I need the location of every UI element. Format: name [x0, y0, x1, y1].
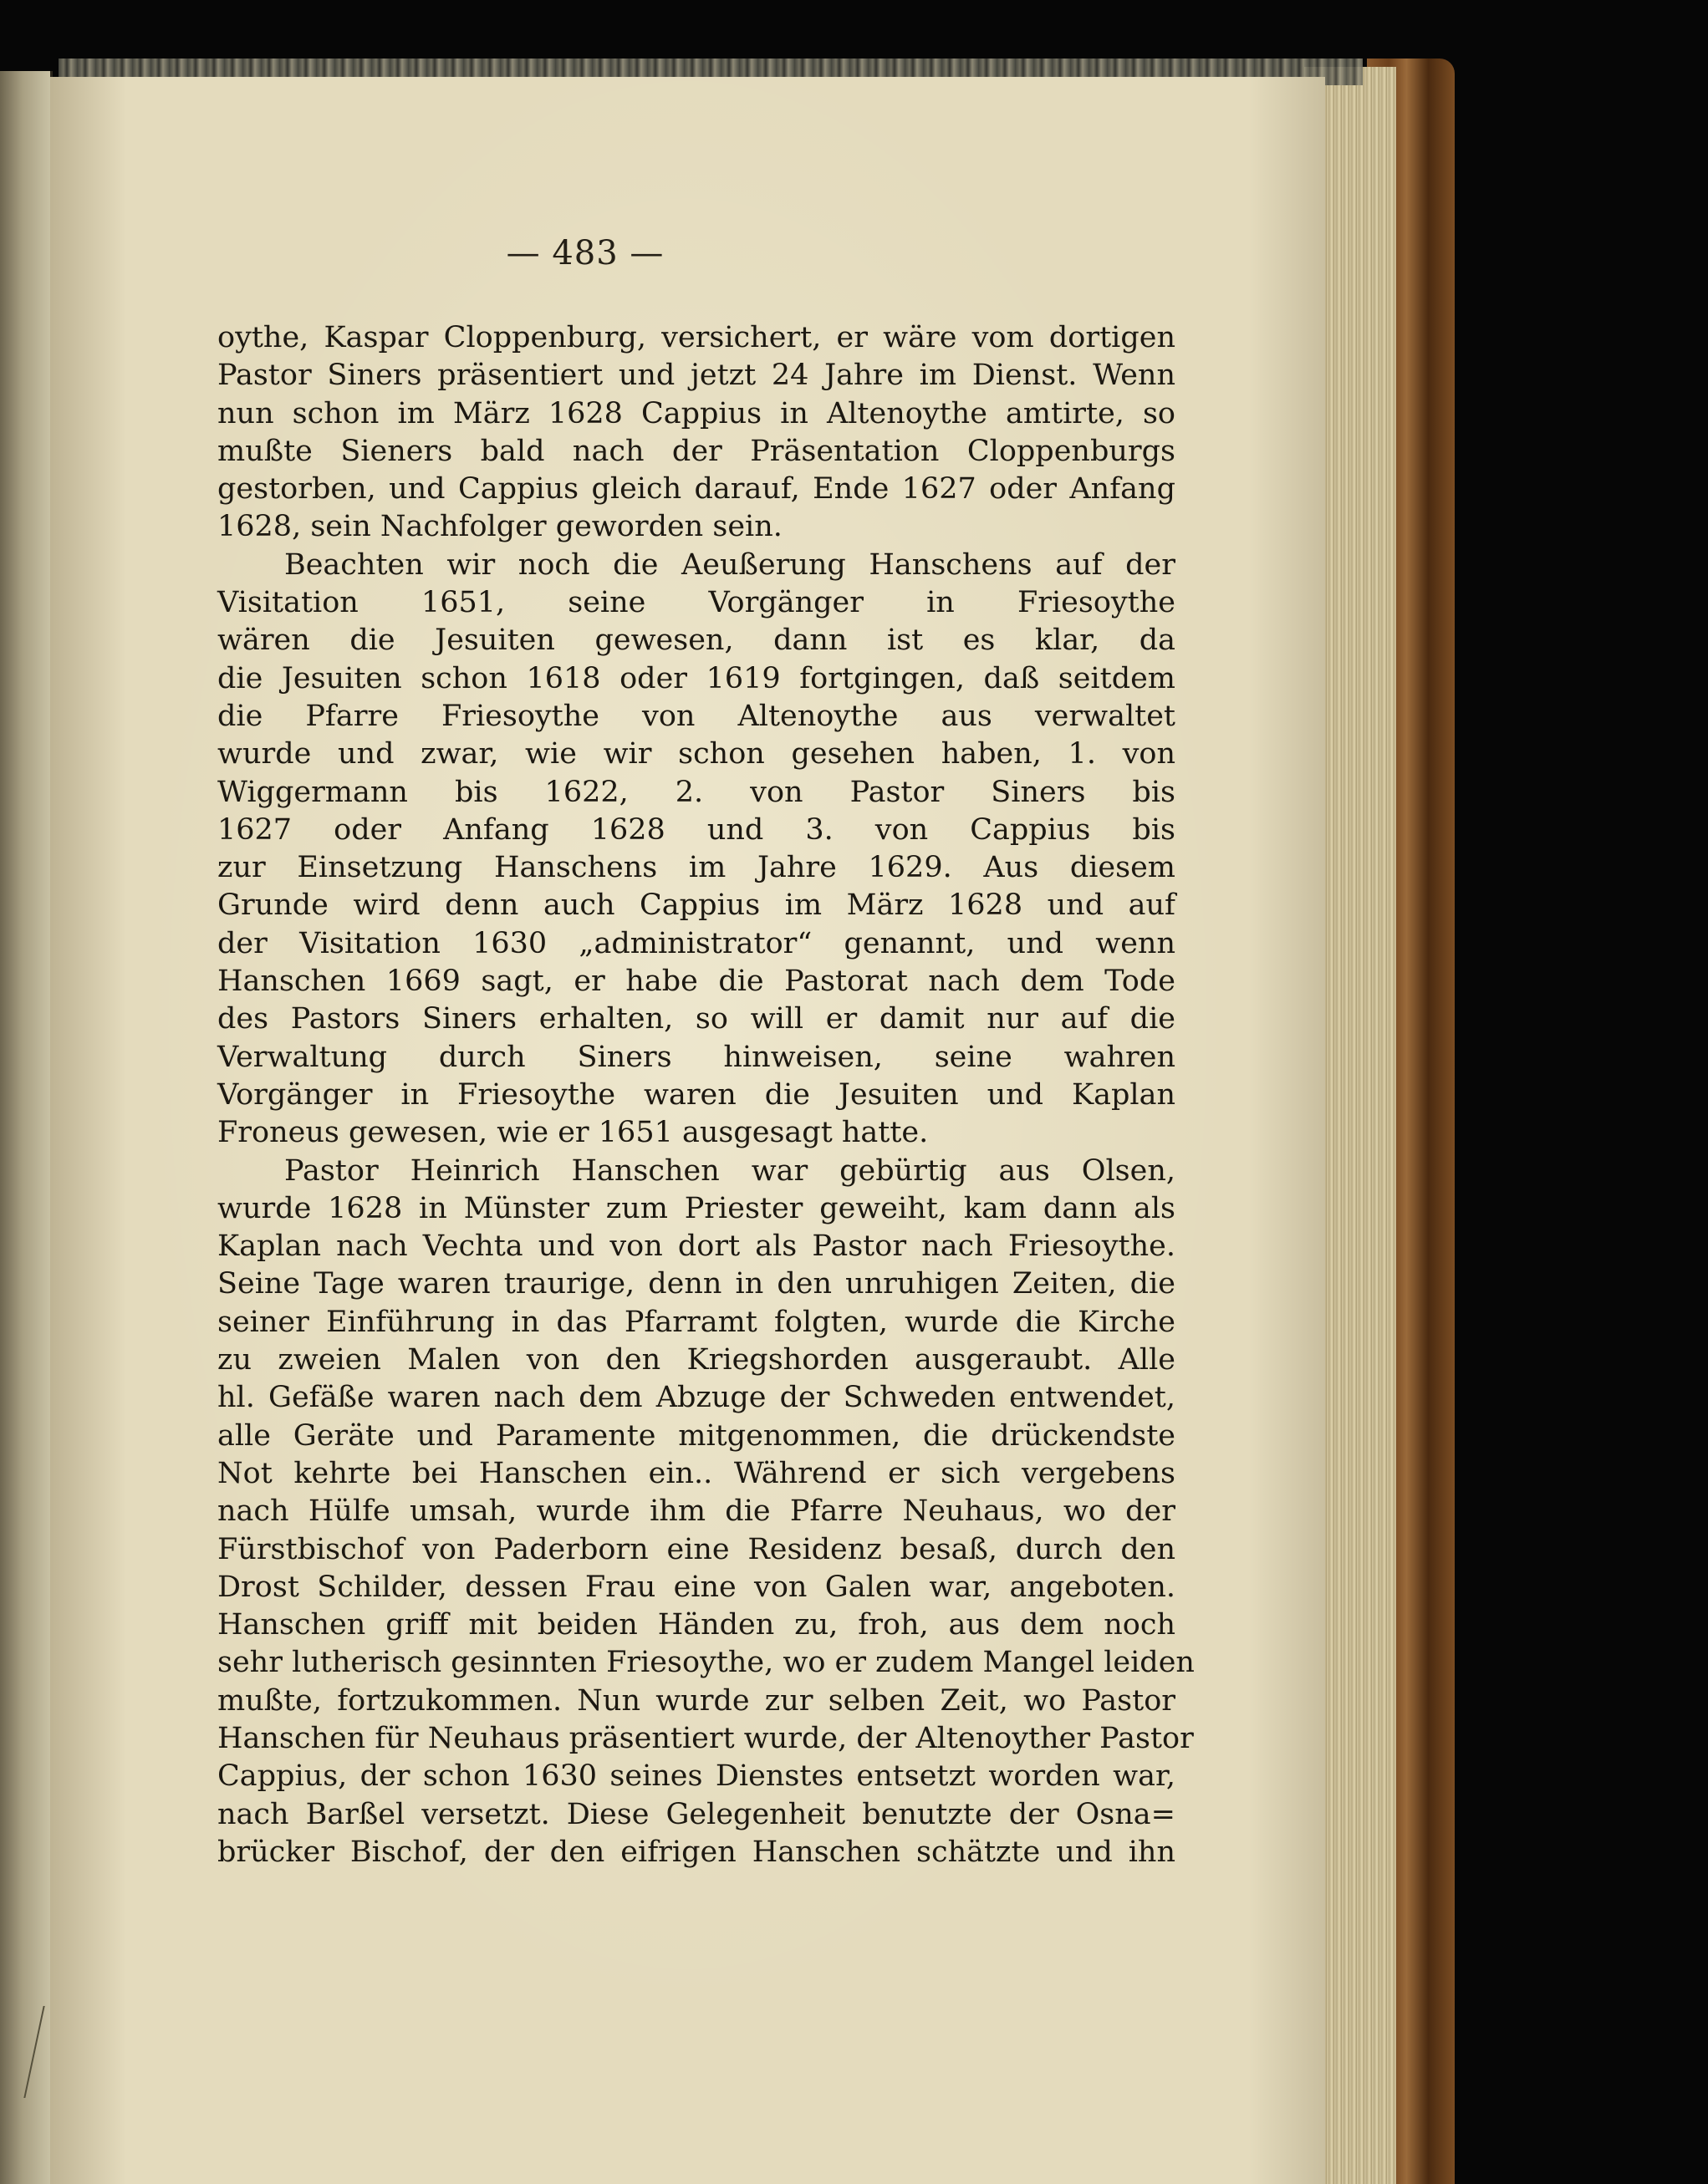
text-line: nun schon im März 1628 Cappius in Altenoythe amtirte, so: [217, 396, 1175, 430]
text-line: gestorben, und Cappius gleich darauf, Ende 1627 oder Anfang: [217, 472, 1175, 507]
text-line: Hanschen für Neuhaus präsentiert wurde, der Altenoyther Pastor: [217, 1721, 1194, 1755]
text-line: Drost Schilder, dessen Frau eine von Galen war, angeboten.: [217, 1570, 1175, 1604]
text-line: mußte Sieners bald nach der Präsentation Cloppenburgs: [217, 434, 1175, 468]
text-line: die Jesuiten schon 1618 oder 1619 fortgingen, daß seitdem: [217, 661, 1175, 695]
text-line: Verwaltung durch Siners hinweisen, seine wahren: [217, 1040, 1175, 1074]
text-line: wurde und zwar, wie wir schon gesehen haben, 1. von: [217, 737, 1175, 771]
previous-page-edge: [0, 71, 53, 2184]
text-line: oythe, Kaspar Cloppenburg, versichert, er wäre vom dortigen: [217, 321, 1175, 354]
text-line: wurde 1628 in Münster zum Priester geweiht, kam dann als: [217, 1191, 1175, 1225]
text-line: 1627 oder Anfang 1628 und 3. von Cappius bis: [217, 812, 1175, 847]
text-line: Pastor Heinrich Hanschen war gebürtig aus Olsen,: [284, 1153, 1175, 1188]
text-line: Seine Tage waren traurige, denn in den unruhigen Zeiten, die: [217, 1267, 1175, 1301]
text-line: sehr lutherisch gesinnten Friesoythe, wo er zudem Mangel leiden: [217, 1646, 1195, 1680]
text-line: nach Hülfe umsah, wurde ihm die Pfarre Neuhaus, wo der: [217, 1494, 1175, 1529]
text-line: Froneus gewesen, wie er 1651 ausgesagt hatte.: [217, 1116, 929, 1150]
text-line: hl. Gefäße waren nach dem Abzuge der Schweden entwendet,: [217, 1381, 1175, 1415]
text-line: Cappius, der schon 1630 seines Dienstes entsetzt worden war,: [217, 1759, 1175, 1794]
body-text: [217, 319, 1195, 1871]
text-line: alle Geräte und Paramente mitgenommen, die drückendste: [217, 1418, 1175, 1453]
text-line: Kaplan nach Vechta und von dort als Pastor nach Friesoythe.: [217, 1229, 1175, 1264]
text-line: Fürstbischof von Paderborn eine Residenz besaß, durch den: [217, 1532, 1175, 1566]
text-line: zu zweien Malen von den Kriegshorden ausgeraubt. Alle: [217, 1343, 1175, 1377]
text-line: Grunde wird denn auch Cappius im März 1628 und auf: [217, 888, 1175, 923]
text-line: der Visitation 1630 „administrator“ genannt, und wenn: [217, 926, 1175, 960]
text-line: die Pfarre Friesoythe von Altenoythe aus verwaltet: [217, 699, 1175, 733]
book-page: [50, 77, 1325, 2184]
text-line: 1628, sein Nachfolger geworden sein.: [217, 510, 783, 544]
text-line: Vorgänger in Friesoythe waren die Jesuiten und Kaplan: [217, 1077, 1175, 1112]
page-number: — 483 —: [506, 234, 665, 272]
text-line: mußte, fortzukommen. Nun wurde zur selben Zeit, wo Pastor: [217, 1683, 1175, 1718]
text-line: Pastor Siners präsentiert und jetzt 24 Jahre im Dienst. Wenn: [217, 359, 1175, 393]
text-line: zur Einsetzung Hanschens im Jahre 1629. Aus diesem: [217, 851, 1175, 885]
text-line: Not kehrte bei Hanschen ein.. Während er sich vergebens: [217, 1456, 1175, 1490]
text-line: brücker Bischof, der den eifrigen Hanschen schätzte und ihn: [217, 1835, 1175, 1869]
text-line: wären die Jesuiten gewesen, dann ist es klar, da: [217, 624, 1175, 658]
text-line: Hanschen 1669 sagt, er habe die Pastorat nach dem Tode: [217, 965, 1175, 999]
text-line: Wiggermann bis 1622, 2. von Pastor Siners bis: [217, 775, 1175, 809]
text-line: des Pastors Siners erhalten, so will er damit nur auf die: [217, 1002, 1175, 1036]
text-line: Beachten wir noch die Aeußerung Hanschens auf der: [284, 547, 1175, 582]
text-line: nach Barßel versetzt. Diese Gelegenheit benutzte der Osna=: [217, 1797, 1175, 1831]
text-line: seiner Einführung in das Pfarramt folgten, wurde die Kirche: [217, 1305, 1175, 1339]
text-line: Visitation 1651, seine Vorgänger in Friesoythe: [217, 586, 1175, 620]
text-line: Hanschen griff mit beiden Händen zu, froh, aus dem noch: [217, 1608, 1175, 1642]
